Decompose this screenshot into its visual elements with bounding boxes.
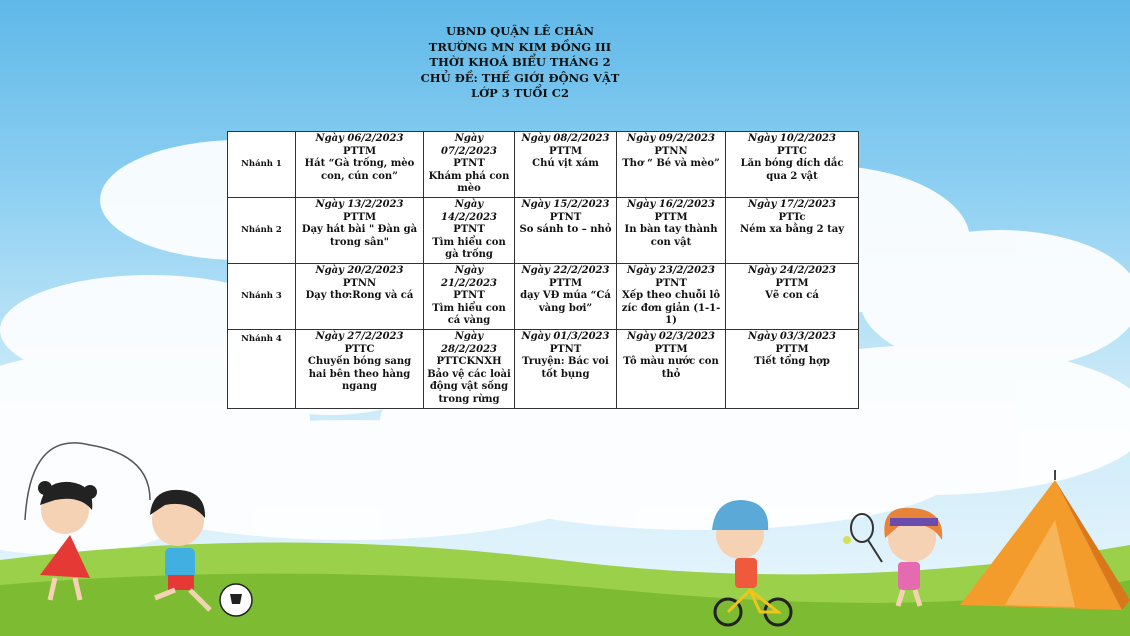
cell-activity: Truyện: Bác voi tốt bụng: [522, 356, 609, 380]
cell-date: Ngày 14/2/2023: [440, 199, 497, 223]
cell-activity: Dạy hát bài " Đàn gà trong sân": [301, 224, 418, 248]
cell-date: Ngày 03/3/2023: [748, 330, 836, 342]
cell-activity: So sánh to – nhỏ: [519, 224, 612, 236]
schedule-cell: [515, 263, 617, 329]
cell-date: Ngày 24/2/2023: [748, 264, 836, 276]
topic-title: CHỦ ĐỀ: THẾ GIỚI ĐỘNG VẬT: [420, 70, 620, 85]
cell-subject: PTTM: [548, 145, 583, 157]
cell-activity: Ném xa bằng 2 tay: [739, 224, 845, 236]
cell-date: Ngày 17/2/2023: [748, 199, 836, 210]
cell-subject: PTNT: [453, 290, 485, 302]
cell-date: Ngày 08/2/2023: [521, 133, 610, 144]
cell-date: Ngày 22/2/2023: [521, 264, 610, 276]
schedule-cell: [296, 132, 424, 198]
cell-subject: PTTM: [342, 145, 377, 157]
cell-activity: Tô màu nước con thỏ: [623, 356, 719, 380]
schedule-cell: [726, 329, 859, 408]
schedule-cell: [726, 198, 859, 264]
cell-activity: Tìm hiểu con gà trống: [432, 236, 506, 261]
cell-activity: Tiết tổng hợp: [754, 356, 830, 368]
schedule-cell: [296, 329, 424, 408]
schedule-cell: [726, 132, 859, 198]
cell-subject: PTNN: [654, 145, 688, 157]
schedule-cell: [424, 329, 515, 408]
cell-activity: Thơ “ Bé và mèo”: [622, 158, 720, 170]
cell-activity: Xếp theo chuỗi lô zíc đơn giản (1-1-1): [621, 290, 721, 327]
district-name: UBND QUẬN LÊ CHÂN: [445, 24, 595, 38]
schedule-cell: [617, 198, 726, 264]
cell-subject: PTTC: [776, 145, 807, 157]
schedule-cell: [424, 132, 515, 198]
cell-date: Ngày 10/2/2023: [748, 133, 836, 144]
cell-date: Ngày 16/2/2023: [627, 199, 715, 210]
branch-label: Nhánh 1: [228, 132, 296, 198]
cell-date: Ngày 20/2/2023: [315, 264, 404, 276]
schedule-title: THỜI KHOÁ BIỂU THÁNG 2: [429, 55, 611, 69]
class-name: LỚP 3 TUỔI C2: [471, 86, 569, 100]
schedule-cell: [617, 329, 726, 408]
cell-date: Ngày 01/3/2023: [521, 330, 610, 342]
cell-subject: PTTM: [654, 211, 688, 223]
cell-subject: PTTM: [654, 343, 688, 355]
schedule-cell: [424, 198, 515, 264]
schedule-cell: [296, 263, 424, 329]
schedule-cell: [515, 198, 617, 264]
branch-label: Nhánh 3: [228, 263, 296, 329]
cell-activity: Khám phá con mèo: [428, 170, 510, 195]
schedule-cell: [515, 132, 617, 198]
cell-date: Ngày 02/3/2023: [627, 330, 715, 342]
cell-activity: Hát “Gà trống, mèo con, cún con”: [304, 158, 415, 182]
cell-activity: Dạy thơ:Rong và cá: [305, 290, 414, 302]
schedule-cell: [617, 132, 726, 198]
school-name: TRƯỜNG MN KIM ĐỒNG III: [428, 39, 612, 54]
schedule-cell: [296, 198, 424, 264]
cell-subject: PTTCKNXH: [436, 356, 502, 368]
cell-date: Ngày 06/2/2023: [315, 133, 404, 144]
cell-activity: Chuyền bóng sang hai bên theo hàng ngang: [307, 356, 412, 393]
table-row: [228, 198, 859, 264]
document-header: [330, 24, 710, 102]
cell-subject: PTTM: [548, 277, 583, 289]
cell-subject: PTNT: [453, 158, 485, 170]
schedule-cell: [617, 263, 726, 329]
cell-date: Ngày 09/2/2023: [627, 133, 715, 144]
branch-label: Nhánh 4: [228, 329, 296, 408]
cell-subject: PTTc: [778, 211, 806, 223]
cell-date: Ngày 15/2/2023: [521, 199, 610, 210]
cell-date: Ngày 21/2/2023: [440, 264, 497, 289]
cell-activity: In bàn tay thành con vật: [624, 224, 718, 248]
cell-subject: PTTC: [344, 343, 375, 355]
cell-subject: PTTM: [775, 277, 809, 289]
cell-date: Ngày 23/2/2023: [627, 264, 715, 276]
cell-subject: PTNT: [655, 277, 687, 289]
table-row: [228, 132, 859, 198]
cell-date: Ngày 13/2/2023: [315, 199, 404, 210]
table-row: [228, 263, 859, 329]
cell-date: Ngày 27/2/2023: [315, 330, 404, 342]
schedule-cell: [726, 263, 859, 329]
cell-activity: Bảo vệ các loài động vật sống trong rừng: [427, 368, 511, 405]
cell-subject: PTTM: [775, 343, 809, 355]
cell-subject: PTNT: [453, 224, 485, 236]
cell-date: Ngày 07/2/2023: [440, 133, 497, 157]
cell-activity: dạy VĐ múa “Cá vàng bơi”: [520, 290, 611, 314]
schedule-cell: [515, 329, 617, 408]
cell-activity: Tìm hiểu con cá vàng: [432, 302, 506, 327]
cell-activity: Vẽ con cá: [765, 290, 819, 302]
cell-subject: PTNT: [549, 211, 582, 223]
timetable-body: [228, 132, 859, 409]
cell-subject: PTTM: [342, 211, 377, 223]
cell-activity: Chú vịt xám: [532, 158, 599, 170]
cell-subject: PTNN: [342, 277, 377, 289]
cell-date: Ngày 28/2/2023: [440, 330, 497, 355]
schedule-cell: [424, 263, 515, 329]
cell-activity: Lăn bóng dích dắc qua 2 vật: [740, 158, 844, 182]
cell-subject: PTNT: [549, 343, 582, 355]
timetable: [227, 131, 859, 409]
table-row: [228, 329, 859, 408]
branch-label: Nhánh 2: [228, 198, 296, 264]
